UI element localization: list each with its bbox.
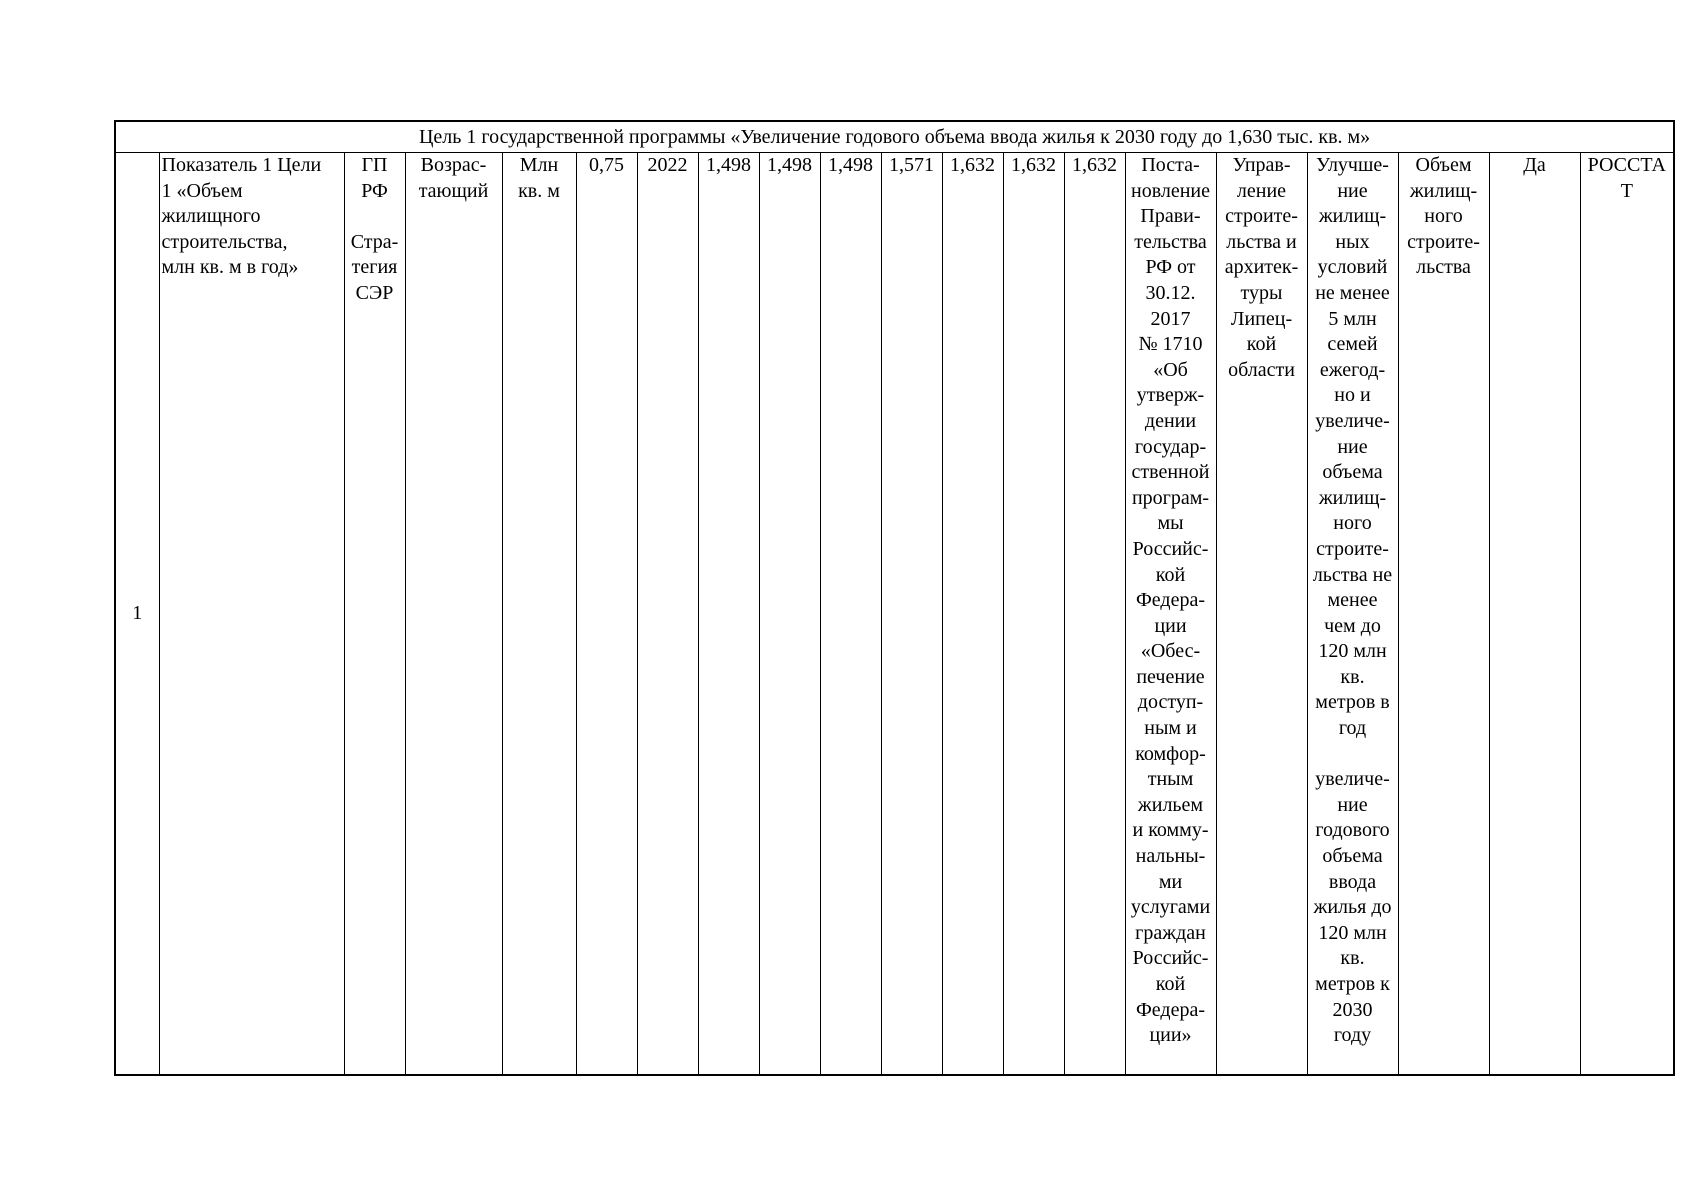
national-goal: Улучше- ние жилищ- ных условий не менее 5 млн семей ежегод- но и увеличе- ние объема жилищ- ного строите- льства не менее чем до 120 млн кв. метров в год увеличе- ние годового объема ввода жилья до 120 млн кв. метров к 2030 году — [1312, 154, 1393, 1047]
goal-indicators-table — [114, 120, 1675, 1076]
base-value: 0,75 — [589, 154, 624, 176]
state-program-indicator: Объем жилищ- ного строите- льства — [1407, 154, 1480, 279]
national-goal-cell — [1307, 153, 1398, 1076]
regulatory-document: Поста- новление Прави- тельства РФ от 30.12. 2017 № 1710 «Об утверж- дении государ- ственной програм- мы Российс- кой Федера- ции «Обес- печение доступ- ным и комфор- тным жильем и комму- нальны- ми услугами граждан Российс- кой Федера- ции» — [1130, 154, 1211, 1047]
document-cell — [1125, 153, 1216, 1076]
target-value: 1,632 — [950, 154, 995, 176]
goal-title: Цель 1 государственной программы «Увеличение годового объема ввода жилья к 2030 году до 1,630 тыс. кв. м» — [418, 126, 1371, 148]
digital-flag: Да — [1523, 154, 1546, 176]
unit-of-measure: Млн кв. м — [518, 154, 560, 202]
target-value: 1,498 — [706, 154, 751, 176]
value-cell — [759, 153, 820, 1076]
target-value: 1,571 — [889, 154, 934, 176]
information-system: РОССТА Т — [1587, 154, 1666, 202]
row-number-cell — [115, 153, 159, 1076]
base-year: 2022 — [647, 154, 688, 176]
indicator-trend: Возрас- тающий — [418, 154, 489, 202]
level-cell — [344, 153, 405, 1076]
indicator-level: ГП РФ Стра- тегия СЭР — [350, 154, 399, 304]
unit-cell — [502, 153, 576, 1076]
value-cell — [1003, 153, 1064, 1076]
target-value: 1,632 — [1011, 154, 1056, 176]
base-value-cell — [576, 153, 637, 1076]
goal-title-cell — [115, 121, 1674, 153]
table-row — [115, 153, 1674, 1076]
responsible-cell — [1216, 153, 1307, 1076]
indicator-name-cell — [159, 153, 344, 1076]
indicator-name: Показатель 1 Цели 1 «Объем жилищного строительства, млн кв. м в год» — [161, 154, 322, 279]
base-year-cell — [637, 153, 698, 1076]
digital-cell — [1489, 153, 1580, 1076]
row-number: 1 — [132, 601, 143, 624]
value-cell — [1064, 153, 1125, 1076]
goal-header-row — [115, 121, 1674, 153]
responsible-body: Управ- ление строите- льства и архитек- туры Липец- кой области — [1224, 154, 1299, 381]
state-indicator-cell — [1398, 153, 1489, 1076]
target-value: 1,632 — [1072, 154, 1117, 176]
value-cell — [942, 153, 1003, 1076]
trend-cell — [405, 153, 502, 1076]
value-cell — [698, 153, 759, 1076]
target-value: 1,498 — [828, 154, 873, 176]
value-cell — [881, 153, 942, 1076]
info-system-cell — [1580, 153, 1674, 1076]
target-value: 1,498 — [767, 154, 812, 176]
value-cell — [820, 153, 881, 1076]
